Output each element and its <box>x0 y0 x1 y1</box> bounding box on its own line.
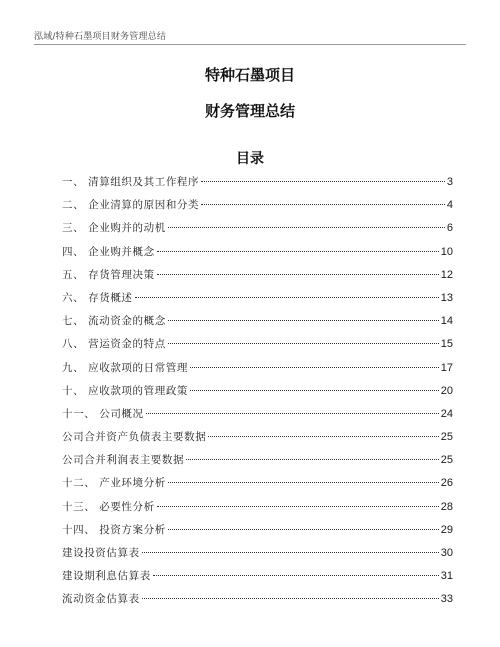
toc-entry-label: 五、 存货管理决策 <box>62 268 155 281</box>
toc-entry-label: 六、 存货概述 <box>62 291 133 304</box>
toc-entry-label: 建设投资估算表 <box>62 547 140 559</box>
toc-entry[interactable] <box>62 406 453 429</box>
toc-entry-page: 25 <box>440 431 453 444</box>
toc-entry-label: 三、 企业购并的动机 <box>62 222 166 235</box>
toc-entry-page: 3 <box>446 176 453 188</box>
toc-entry[interactable] <box>62 197 453 220</box>
toc-entry-page: 10 <box>440 245 453 258</box>
toc-entry-page: 14 <box>440 315 453 328</box>
header-divider <box>34 44 466 45</box>
toc-entry-page: 30 <box>440 547 453 559</box>
dot-leader <box>201 181 445 182</box>
dot-leader <box>190 390 439 391</box>
toc-entry-label: 公司合并利润表主要数据 <box>62 454 185 467</box>
toc-entry[interactable] <box>62 429 453 452</box>
dot-leader <box>208 436 438 437</box>
toc-entry-page: 12 <box>440 268 453 281</box>
toc-entry-label: 七、 流动资金的概念 <box>62 315 166 328</box>
toc-entry-label: 九、 应收款项的日常管理 <box>62 361 189 374</box>
toc-entry[interactable] <box>62 522 453 545</box>
dot-leader <box>190 367 439 368</box>
toc-entry[interactable] <box>62 452 453 475</box>
dot-leader <box>142 552 439 553</box>
toc-entry-page: 4 <box>446 199 453 212</box>
dot-leader <box>142 598 439 599</box>
dot-leader <box>157 506 439 507</box>
document-title: 特种石墨项目 <box>204 66 295 84</box>
toc-entry-label: 十一、 公司概况 <box>62 407 144 420</box>
toc-heading: 目录 <box>236 151 264 167</box>
toc-entry[interactable] <box>62 267 453 290</box>
dot-leader <box>201 204 445 205</box>
running-header: 泓域/特种石墨项目财务管理总结 <box>34 32 167 42</box>
toc-entry-label: 公司合并资产负债表主要数据 <box>62 431 207 444</box>
toc-entry-label: 流动资金估算表 <box>62 593 140 606</box>
dot-leader <box>168 343 439 344</box>
toc-entry-page: 20 <box>440 384 453 397</box>
dot-leader <box>146 413 439 414</box>
toc-entry-page: 31 <box>440 570 453 583</box>
toc-entry[interactable] <box>62 220 453 243</box>
toc-entry-page: 13 <box>440 291 453 304</box>
document-subtitle: 财务管理总结 <box>204 102 295 120</box>
toc-entry-label: 建设期利息估算表 <box>62 570 151 583</box>
toc-entry-label: 十、 应收款项的管理政策 <box>62 384 189 397</box>
toc-entry[interactable] <box>62 383 453 406</box>
toc-entry[interactable] <box>62 174 453 197</box>
toc-entry-page: 25 <box>440 454 453 467</box>
toc-entry[interactable] <box>62 499 453 522</box>
toc-entry[interactable] <box>62 591 453 614</box>
toc-entry[interactable] <box>62 244 453 267</box>
toc-entry[interactable] <box>62 360 453 383</box>
toc-entry[interactable] <box>62 290 453 313</box>
toc-entry[interactable] <box>62 545 453 568</box>
toc-entry-label: 八、 营运资金的特点 <box>62 338 166 351</box>
toc-entry-page: 28 <box>440 500 453 513</box>
dot-leader <box>168 529 439 530</box>
toc-entry-page: 24 <box>440 407 453 420</box>
toc-entry-page: 17 <box>440 361 453 374</box>
toc-entry-label: 一、 清算组织及其工作程序 <box>62 176 200 188</box>
toc-entry-label: 十二、 产业环境分析 <box>62 477 166 490</box>
toc-entry-label: 十四、 投资方案分析 <box>62 523 166 536</box>
dot-leader <box>168 227 445 228</box>
toc-entry-page: 33 <box>440 593 453 606</box>
dot-leader <box>157 251 439 252</box>
dot-leader <box>157 274 439 275</box>
toc-entry-label: 二、 企业清算的原因和分类 <box>62 199 200 212</box>
toc-entry-page: 6 <box>446 222 453 235</box>
toc-entry-label: 四、 企业购并概念 <box>62 245 155 258</box>
toc-entry-label: 十三、 必要性分析 <box>62 500 155 513</box>
dot-leader <box>153 575 439 576</box>
dot-leader <box>168 482 439 483</box>
dot-leader <box>135 297 439 298</box>
dot-leader <box>186 459 439 460</box>
toc-entry-page: 15 <box>440 338 453 351</box>
dot-leader <box>168 320 439 321</box>
toc-entry-page: 29 <box>440 523 453 536</box>
toc-entry-page: 26 <box>440 477 453 490</box>
toc-entry[interactable] <box>62 475 453 498</box>
toc-entry[interactable] <box>62 313 453 336</box>
toc-entry[interactable] <box>62 568 453 591</box>
table-of-contents <box>62 174 453 615</box>
toc-entry[interactable] <box>62 336 453 359</box>
